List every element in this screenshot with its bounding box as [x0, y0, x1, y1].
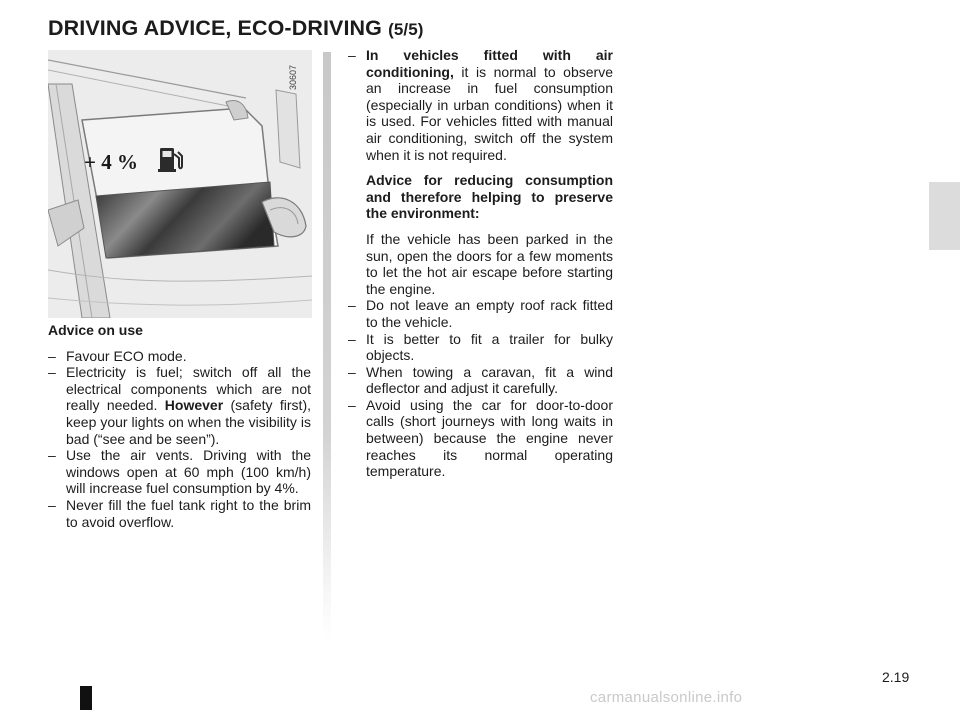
consumption-advice-list	[348, 297, 613, 480]
corner-mark	[80, 686, 92, 710]
list-item: – Electricity is fuel; switch off all the electrical components which are not really needed. However (safety first), keep your lights on when the visibility is bad (“see and be seen”).	[48, 364, 311, 447]
right-column	[348, 47, 613, 480]
column-separator-bar	[323, 52, 331, 640]
list-item: – When towing a caravan, fit a wind deflector and adjust it carefully.	[348, 364, 613, 397]
left-column	[48, 322, 311, 530]
chapter-tab	[929, 182, 960, 250]
page-number: 2.19	[882, 669, 910, 685]
list-item: – Never fill the fuel tank right to the brim to avoid overflow.	[48, 497, 311, 530]
watermark: carmanualsonline.info	[590, 689, 743, 706]
illustration-ref-code: 30607	[288, 64, 298, 90]
page-part-indicator: (5/5)	[388, 20, 424, 39]
list-item: – Avoid using the car for door-to-door calls (short journeys with long waits in between) because the engine never reaches its normal operating temperature.	[348, 397, 613, 480]
list-item: – In vehicles fitted with air conditioning, it is normal to observe an increase in fuel consumption (especially in urban conditions) when it is used. For vehicles fitted with manual air conditioning, switch off the system when it is not required.	[348, 47, 613, 163]
page-title	[48, 16, 424, 41]
air-conditioning-list	[348, 47, 613, 163]
car-window-illustration	[48, 50, 312, 318]
parked-in-sun-paragraph: If the vehicle has been parked in the sun, open the doors for a few moments to let the hot air escape before starting the engine.	[366, 230, 613, 297]
fuel-increase-label: + 4 %	[84, 150, 138, 174]
list-item: – Do not leave an empty roof rack fitted to the vehicle.	[348, 297, 613, 330]
reducing-consumption-heading: Advice for reducing consumption and therefore helping to preserve the environment:	[366, 172, 613, 222]
advice-on-use-heading: Advice on use	[48, 322, 143, 338]
advice-on-use-list	[48, 348, 311, 531]
list-item: – Favour ECO mode.	[48, 348, 311, 365]
list-item: – Use the air vents. Driving with the windows open at 60 mph (100 km/h) will increase fuel consumption by 4%.	[48, 447, 311, 497]
page-title-text: DRIVING ADVICE, ECO-DRIVING	[48, 16, 382, 40]
list-item: – It is better to fit a trailer for bulky objects.	[348, 331, 613, 364]
